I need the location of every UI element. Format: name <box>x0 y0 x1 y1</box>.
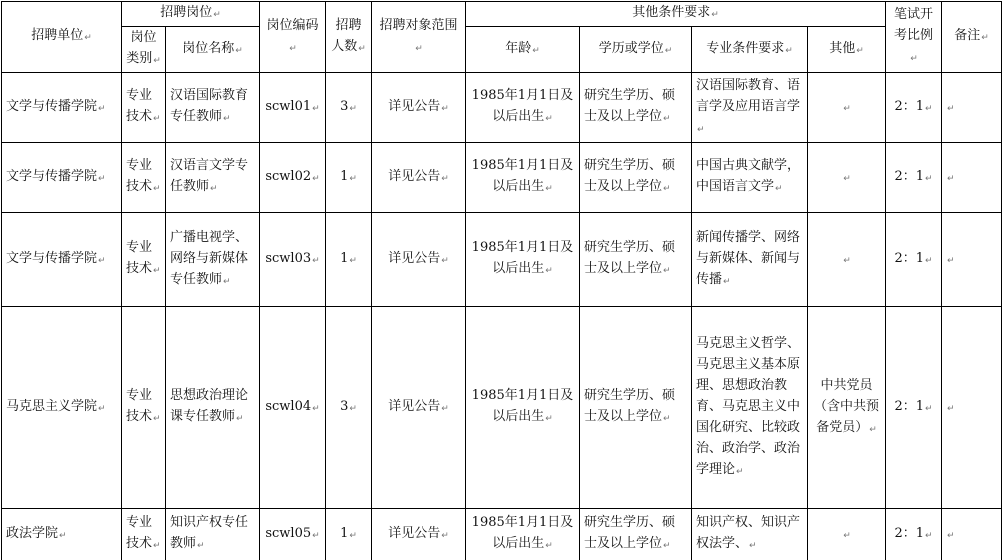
cell-major: 中国古典文献学，中国语言文学↵ <box>692 143 808 213</box>
cell-ratio: 2：1↵ <box>886 73 942 143</box>
cell-code: scwl03↵ <box>260 213 326 307</box>
cell-ratio: 2：1↵ <box>886 143 942 213</box>
header-count: 招聘人数↵ <box>326 2 372 73</box>
header-code: 岗位编码↵ <box>260 2 326 73</box>
cell-unit: 文学与传播学院↵ <box>2 73 122 143</box>
cell-major: 知识产权、知识产权法学、↵ <box>692 509 808 560</box>
cell-remark: ↵ <box>942 73 1002 143</box>
cell-code: scwl02↵ <box>260 143 326 213</box>
cell-age: 1985年1月1日及以后出生↵ <box>466 213 580 307</box>
table-row <box>2 73 1002 143</box>
cell-education: 研究生学历、硕士及以上学位↵ <box>580 307 692 509</box>
cell-target: 详见公告↵ <box>372 73 466 143</box>
cell-education: 研究生学历、硕士及以上学位↵ <box>580 509 692 560</box>
cell-count: 1↵ <box>326 509 372 560</box>
header-row-2 <box>2 27 1002 73</box>
cell-other: ↵ <box>808 73 886 143</box>
header-remark: 备注↵ <box>942 2 1002 73</box>
cell-age: 1985年1月1日及以后出生↵ <box>466 307 580 509</box>
header-position-group: 招聘岗位↵ <box>122 2 260 27</box>
table-row <box>2 213 1002 307</box>
cell-position-name: 知识产权专任教师↵ <box>166 509 260 560</box>
cell-age: 1985年1月1日及以后出生↵ <box>466 73 580 143</box>
cell-code: scwl04↵ <box>260 307 326 509</box>
header-ratio: 笔试开考比例↵ <box>886 2 942 73</box>
cell-target: 详见公告↵ <box>372 143 466 213</box>
cell-remark: ↵ <box>942 509 1002 560</box>
cell-unit: 政法学院↵ <box>2 509 122 560</box>
table-row <box>2 307 1002 509</box>
cell-other: ↵ <box>808 509 886 560</box>
cell-count: 3↵ <box>326 73 372 143</box>
cell-category: 专业技术↵ <box>122 143 166 213</box>
cell-count: 3↵ <box>326 307 372 509</box>
cell-count: 1↵ <box>326 213 372 307</box>
cell-position-name: 汉语国际教育专任教师↵ <box>166 73 260 143</box>
cell-education: 研究生学历、硕士及以上学位↵ <box>580 73 692 143</box>
cell-age: 1985年1月1日及以后出生↵ <box>466 143 580 213</box>
cell-code: scwl05↵ <box>260 509 326 560</box>
cell-position-name: 汉语言文学专任教师↵ <box>166 143 260 213</box>
cell-category: 专业技术↵ <box>122 509 166 560</box>
header-other: 其他↵ <box>808 27 886 73</box>
cell-position-name: 广播电视学、网络与新媒体专任教师↵ <box>166 213 260 307</box>
cell-other: ↵ <box>808 213 886 307</box>
header-unit: 招聘单位↵ <box>2 2 122 73</box>
header-category: 岗位类别↵ <box>122 27 166 73</box>
cell-target: 详见公告↵ <box>372 509 466 560</box>
cell-remark: ↵ <box>942 307 1002 509</box>
cell-count: 1↵ <box>326 143 372 213</box>
cell-ratio: 2：1↵ <box>886 509 942 560</box>
cell-major: 新闻传播学、网络与新媒体、新闻与传播↵ <box>692 213 808 307</box>
header-row-1 <box>2 2 1002 27</box>
header-target: 招聘对象范围↵ <box>372 2 466 73</box>
cell-other: ↵ <box>808 143 886 213</box>
header-other-group: 其他条件要求↵ <box>466 2 886 27</box>
table-row <box>2 509 1002 560</box>
cell-age: 1985年1月1日及以后出生↵ <box>466 509 580 560</box>
cell-code: scwl01↵ <box>260 73 326 143</box>
cell-education: 研究生学历、硕士及以上学位↵ <box>580 143 692 213</box>
header-major: 专业条件要求↵ <box>692 27 808 73</box>
header-education: 学历或学位↵ <box>580 27 692 73</box>
cell-unit: 马克思主义学院↵ <box>2 307 122 509</box>
cell-major: 汉语国际教育、语言学及应用语言学↵ <box>692 73 808 143</box>
cell-ratio: 2：1↵ <box>886 307 942 509</box>
cell-category: 专业技术↵ <box>122 213 166 307</box>
cell-category: 专业技术↵ <box>122 73 166 143</box>
header-position-name: 岗位名称↵ <box>166 27 260 73</box>
cell-education: 研究生学历、硕士及以上学位↵ <box>580 213 692 307</box>
cell-position-name: 思想政治理论课专任教师↵ <box>166 307 260 509</box>
cell-category: 专业技术↵ <box>122 307 166 509</box>
cell-other: 中共党员（含中共预备党员）↵ <box>808 307 886 509</box>
table-row <box>2 143 1002 213</box>
cell-remark: ↵ <box>942 213 1002 307</box>
cell-remark: ↵ <box>942 143 1002 213</box>
cell-target: 详见公告↵ <box>372 307 466 509</box>
cell-target: 详见公告↵ <box>372 213 466 307</box>
recruitment-table <box>1 1 1002 560</box>
cell-ratio: 2：1↵ <box>886 213 942 307</box>
cell-major: 马克思主义哲学、马克思主义基本原理、思想政治教育、马克思主义中国化研究、比较政治、政治学、政治学理论↵ <box>692 307 808 509</box>
header-age: 年龄↵ <box>466 27 580 73</box>
cell-unit: 文学与传播学院↵ <box>2 213 122 307</box>
cell-unit: 文学与传播学院↵ <box>2 143 122 213</box>
